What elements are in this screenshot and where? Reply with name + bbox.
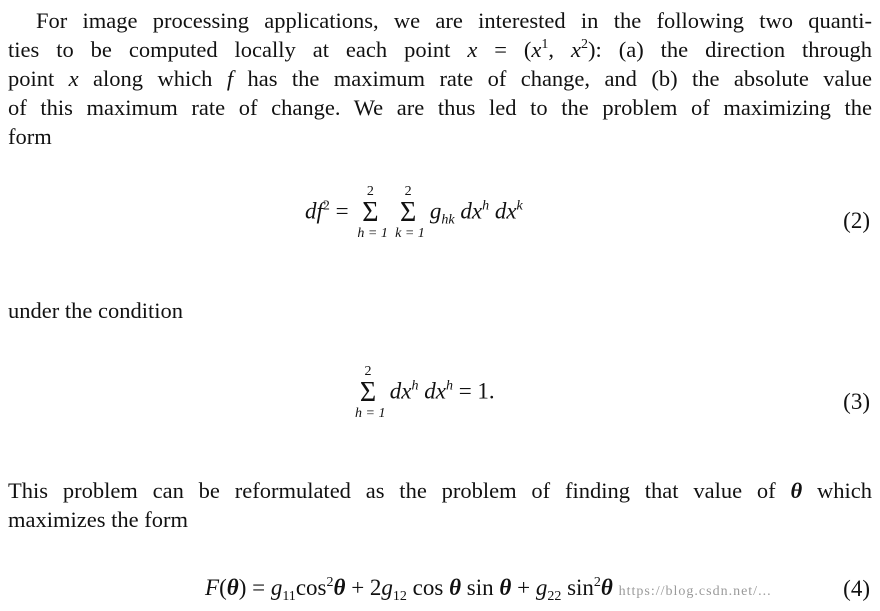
sum-k: 2 Σ k = 1 [395, 184, 425, 241]
equation-2-number: (2) [843, 208, 870, 233]
sum-h-eq3: 2 Σ h = 1 [355, 364, 386, 421]
equation-2: $df^2$ = 2 Σ h = 1 2 Σ k = 1 $g_{hk}$ $dx^h$ $dx^k$ [305, 184, 523, 241]
paragraph-intro [8, 6, 872, 151]
condition-text: under the condition [8, 298, 183, 323]
paragraph-reformulation [8, 476, 872, 534]
paragraph-intro-line-5: form [8, 124, 52, 149]
paragraph-reformulation-line-2: maximizes the form [8, 507, 188, 532]
sum-h: 2 Σ h = 1 [357, 184, 388, 241]
paragraph-intro-line-1: For image processing applications, we are interested in the following two quanti- [36, 8, 872, 33]
equation-4: $F(\theta) = g_{11}\cos^2\theta + 2g_{12}$ cos θ $\sin \theta + g_{22}$ $\sin^2\theta$ https://blog.csdn.net/... [205, 575, 772, 604]
equation-4-number: (4) [843, 576, 870, 601]
paragraph-intro-line-4: of this maximum rate of change. We are thus led to the problem of maximizing the [8, 95, 872, 120]
paragraph-reformulation-line-1: This problem can be reformulated as the problem of finding that value of θ which [8, 478, 873, 503]
equation-3-number: (3) [843, 389, 870, 414]
paragraph-intro-line-3: point x along which f has the maximum rate of change, and (b) the absolute value [8, 66, 872, 91]
equation-3: 2 Σ h = 1 $dx^h$ $dx^h = 1$. [355, 364, 495, 421]
watermark-text: https://blog.csdn.net/... [618, 584, 772, 599]
paragraph-intro-line-2: ties to be computed locally at each point $x = (x^1$, $x^2$): (a) the direction through [8, 37, 873, 62]
